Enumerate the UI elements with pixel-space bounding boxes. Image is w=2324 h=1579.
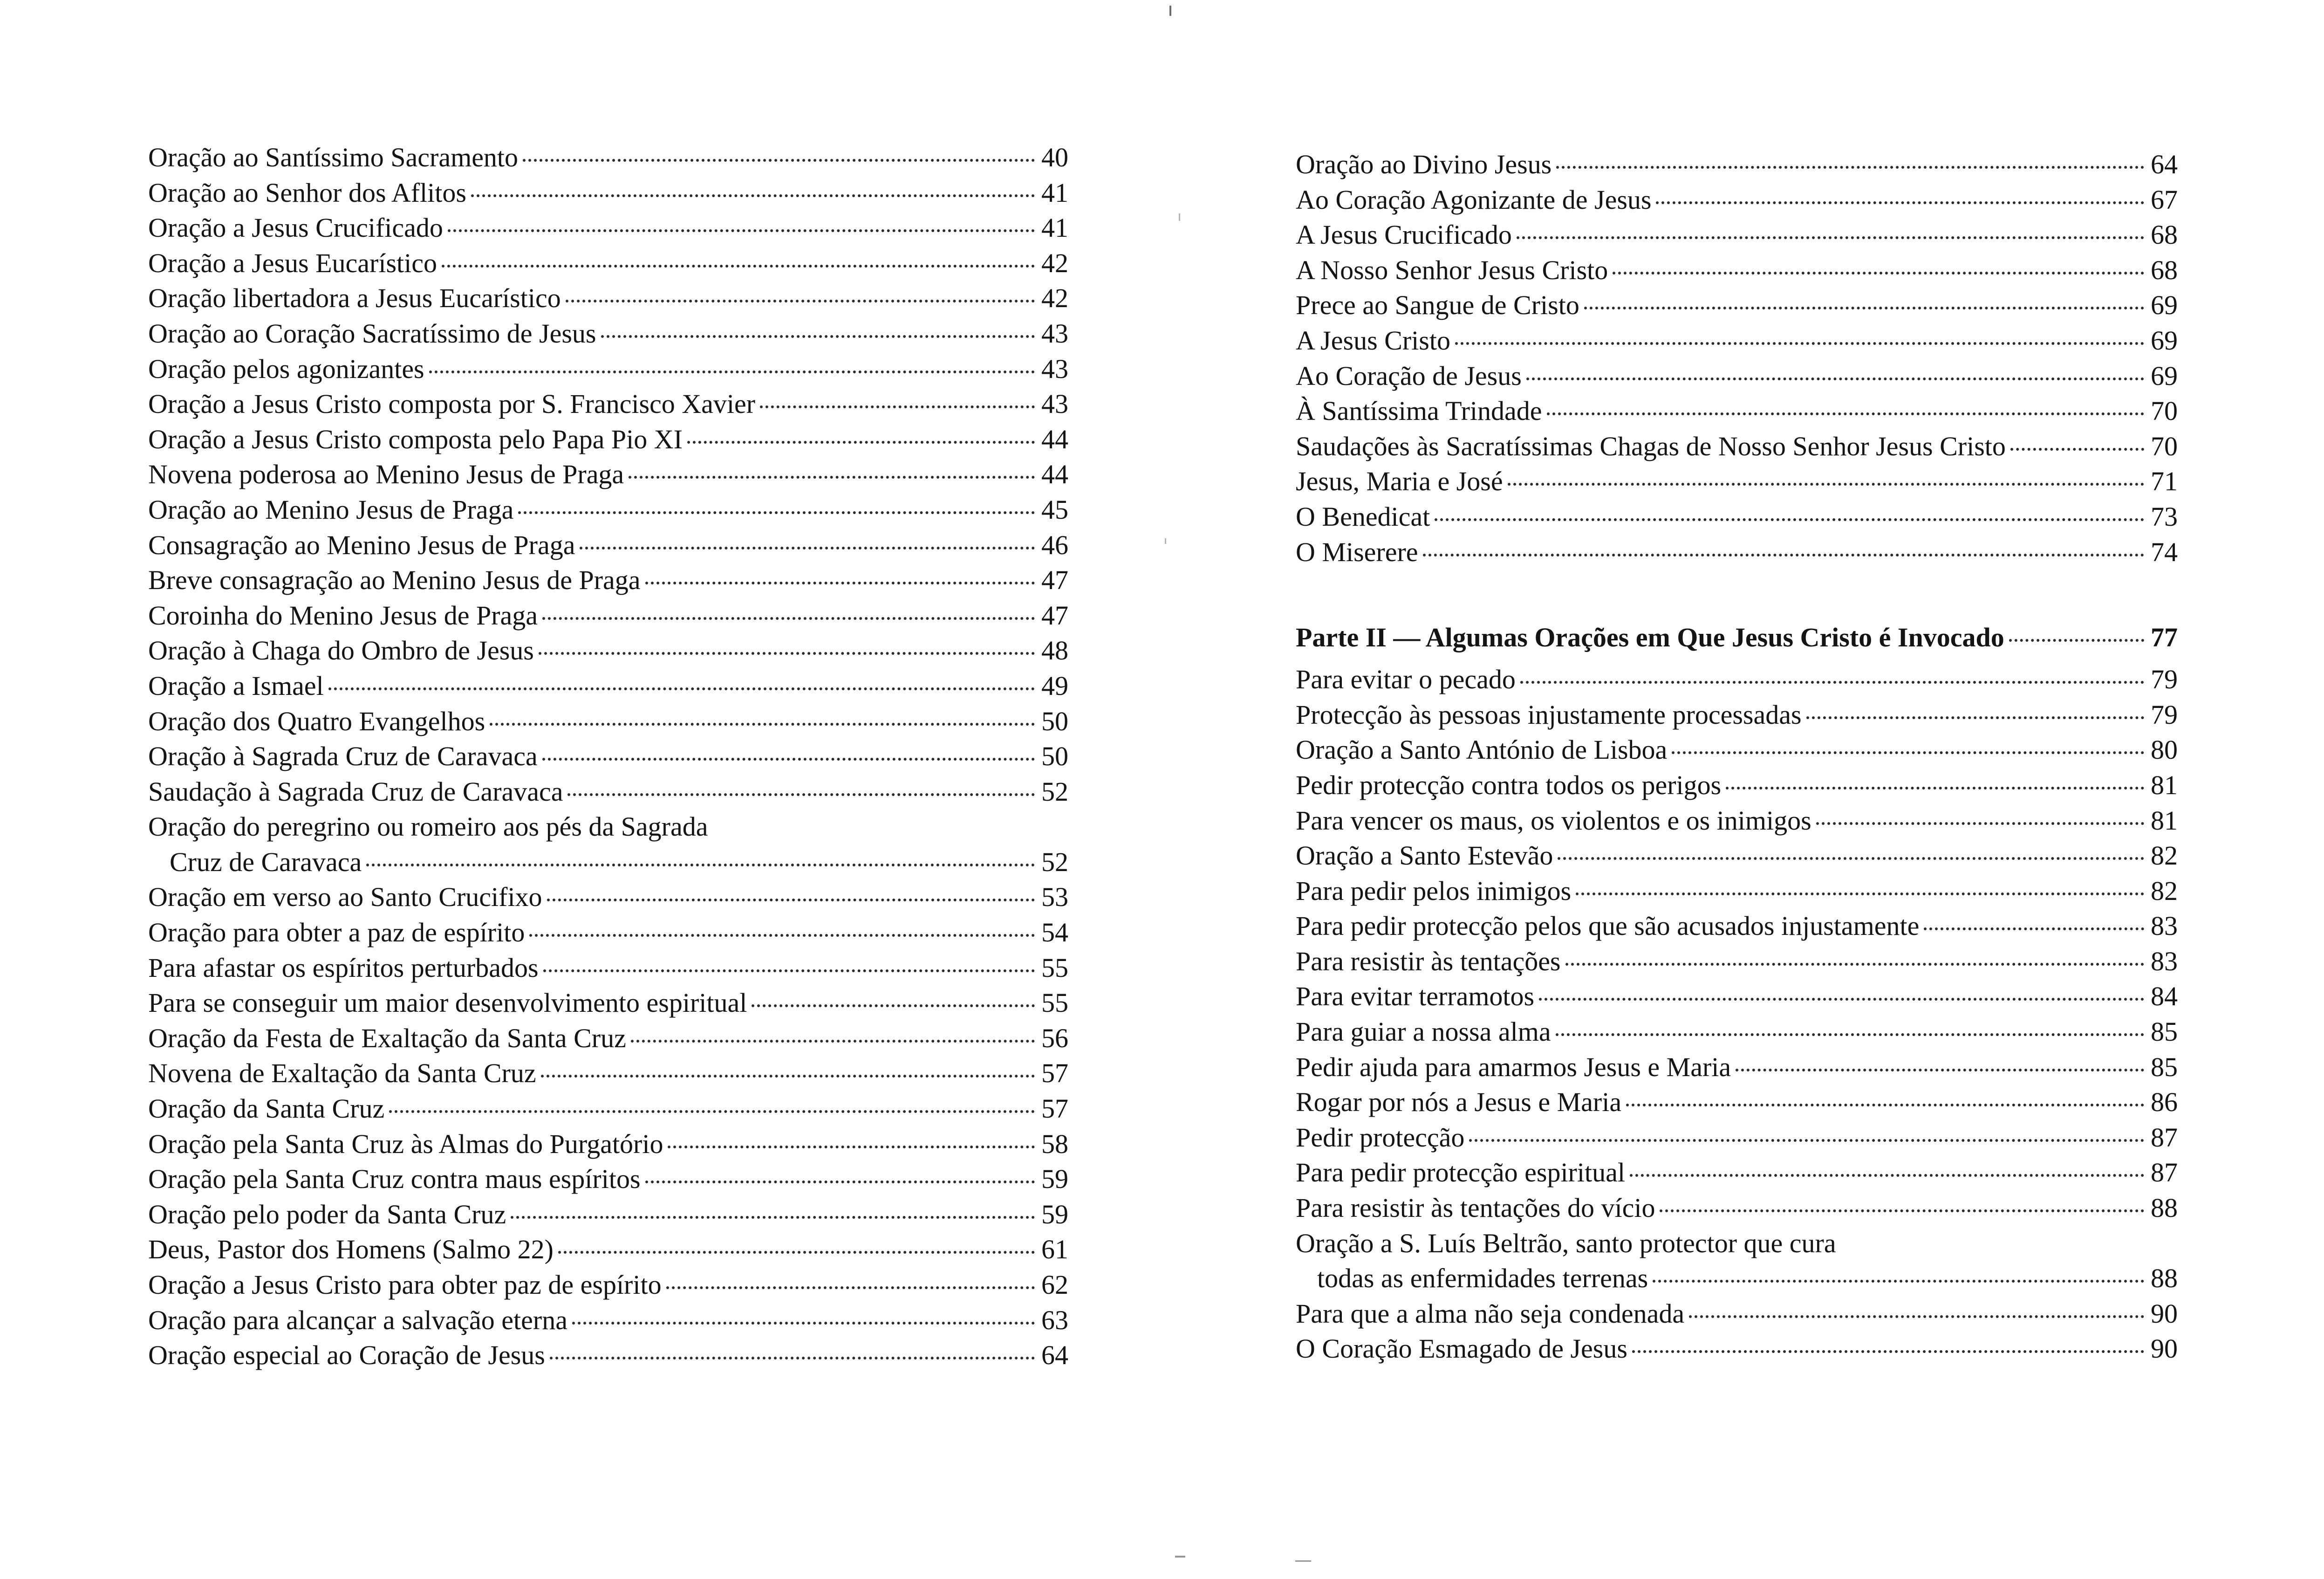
toc-page-number: 52: [1041, 776, 1068, 807]
scan-speck: [1179, 213, 1180, 221]
toc-page-number: 47: [1041, 600, 1068, 631]
dot-leader: [580, 547, 1035, 549]
dot-leader: [1653, 1280, 2144, 1283]
dot-leader: [389, 1110, 1035, 1113]
toc-page-number: 82: [2151, 840, 2178, 871]
toc-entry-title: Oração pela Santa Cruz contra maus espíritos: [148, 1164, 641, 1195]
toc-entry-title: O Miserere: [1296, 536, 1418, 567]
dot-leader: [550, 1357, 1035, 1359]
toc-entry: [148, 598, 1068, 633]
dot-leader: [1556, 166, 2144, 169]
toc-page-number: 90: [2151, 1298, 2178, 1329]
toc-entry: [148, 563, 1068, 598]
toc-entry: [148, 1338, 1068, 1373]
toc-entry: [1296, 535, 2178, 570]
toc-entry-title: Oração para alcançar a salvação eterna: [148, 1304, 567, 1335]
toc-page-number: 57: [1041, 1093, 1068, 1124]
toc-entry-title: Oração pelos agonizantes: [148, 353, 424, 384]
dot-leader: [1626, 1104, 2144, 1106]
toc-entry: [148, 915, 1068, 950]
dot-leader: [1526, 378, 2144, 380]
dot-leader: [601, 335, 1035, 338]
toc-entry: [148, 1126, 1068, 1162]
toc-entry-title: Oração a Ismael: [148, 670, 324, 701]
toc-page-number: 55: [1041, 988, 1068, 1018]
toc-entry-title: Oração a S. Luís Beltrão, santo protector que cura: [1296, 1228, 1836, 1258]
dot-leader: [518, 511, 1035, 514]
toc-entry: [1296, 873, 2178, 909]
toc-entry: [1296, 464, 2178, 499]
dot-leader: [566, 300, 1035, 302]
toc-entry-title: Para pedir pelos inimigos: [1296, 875, 1572, 906]
toc-entry-title: Para que a alma não seja condenada: [1296, 1298, 1685, 1329]
toc-entry: [148, 774, 1068, 810]
toc-entry: [148, 704, 1068, 739]
toc-page-number: 80: [2151, 735, 2178, 765]
dot-leader: [1508, 483, 2144, 486]
toc-entry: [1296, 803, 2178, 838]
toc-page-number: 70: [2151, 396, 2178, 426]
dot-leader: [631, 1040, 1035, 1043]
toc-page-number: 42: [1041, 247, 1068, 278]
toc-page-number: 73: [2151, 501, 2178, 532]
toc-entry-title: Oração para obter a paz de espírito: [148, 917, 525, 948]
scan-speck: [1295, 1560, 1311, 1562]
toc-entry-title: Oração à Chaga do Ombro de Jesus: [148, 635, 534, 666]
dot-leader: [1816, 822, 2144, 825]
toc-entry: [148, 1197, 1068, 1232]
dot-leader: [1924, 927, 2144, 930]
left-toc-list: [148, 140, 1068, 1373]
dot-leader: [1660, 1209, 2144, 1212]
toc-entry: [148, 879, 1068, 915]
toc-entry-title: Oração ao Santíssimo Sacramento: [148, 142, 519, 172]
toc-entry-title: Saudações às Sacratíssimas Chagas de Nosso Senhor Jesus Cristo: [1296, 431, 2006, 461]
toc-entry-title: Oração do peregrino ou romeiro aos pés da Sagrada: [148, 811, 708, 842]
dot-leader: [1689, 1315, 2144, 1318]
toc-page-number: 56: [1041, 1023, 1068, 1053]
toc-entry-title: Oração da Festa de Exaltação da Santa Cruz: [148, 1023, 626, 1053]
dot-leader: [523, 159, 1035, 162]
toc-page-number: 41: [1041, 213, 1068, 243]
toc-entry-title: Oração a Jesus Eucarístico: [148, 247, 437, 278]
dot-leader: [1736, 1069, 2144, 1071]
dot-leader: [547, 899, 1035, 901]
toc-page-number: 83: [2151, 911, 2178, 941]
toc-page-number: 83: [2151, 946, 2178, 976]
toc-entry-title: Para resistir às tentações: [1296, 946, 1561, 976]
toc-entry: [148, 175, 1068, 211]
toc-page-number: 63: [1041, 1304, 1068, 1335]
dot-leader: [1517, 236, 2144, 239]
toc-entry-title: A Jesus Cristo: [1296, 325, 1450, 356]
dot-leader: [366, 864, 1035, 866]
toc-page-number: 84: [2151, 981, 2178, 1012]
dot-leader: [448, 229, 1035, 232]
toc-entry: [148, 246, 1068, 281]
toc-page-number: 67: [2151, 184, 2178, 215]
toc-page-number: 81: [2151, 769, 2178, 800]
scan-speck: [1169, 6, 1171, 16]
dot-leader: [1423, 554, 2144, 556]
toc-page-number: 55: [1041, 952, 1068, 983]
toc-entry-title: Oração a Santo Estevão: [1296, 840, 1553, 871]
toc-entry: [148, 281, 1068, 316]
toc-entry-title: Protecção às pessoas injustamente processadas: [1296, 699, 1802, 730]
toc-entry-title: Deus, Pastor dos Homens (Salmo 22): [148, 1234, 554, 1265]
toc-entry-continuation-line: [1296, 1261, 2178, 1296]
toc-entry: [1296, 358, 2178, 394]
dot-leader: [1630, 1174, 2144, 1177]
toc-entry-title: Oração dos Quatro Evangelhos: [148, 706, 485, 736]
toc-entry: [1296, 147, 2178, 182]
toc-entry-title: Ao Coração de Jesus: [1296, 360, 1522, 391]
toc-entry: [148, 210, 1068, 246]
toc-page-number: 59: [1041, 1164, 1068, 1195]
toc-entry: [1296, 1331, 2178, 1366]
toc-entry: [148, 386, 1068, 422]
toc-page-number: 53: [1041, 882, 1068, 913]
toc-entry: [1296, 768, 2178, 803]
toc-page-number: 69: [2151, 325, 2178, 356]
toc-page-number: 40: [1041, 142, 1068, 172]
dot-leader: [2009, 639, 2144, 642]
toc-page-number: 59: [1041, 1199, 1068, 1229]
toc-entry: [148, 492, 1068, 528]
toc-entry-title: Oração em verso ao Santo Crucifixo: [148, 882, 542, 913]
toc-entry: [1296, 253, 2178, 288]
toc-entry-title: Oração ao Senhor dos Aflitos: [148, 177, 466, 208]
toc-entry-continuation: todas as enfermidades terrenas: [1317, 1263, 1648, 1294]
toc-page-number: 54: [1041, 917, 1068, 948]
toc-entry-title: Para afastar os espíritos perturbados: [148, 952, 539, 983]
toc-page-number: 58: [1041, 1128, 1068, 1159]
toc-page-number: 50: [1041, 741, 1068, 772]
dot-leader: [1469, 1139, 2144, 1142]
toc-page-number: 42: [1041, 283, 1068, 314]
scan-speck: [1175, 1556, 1185, 1558]
toc-page-number: 77: [2151, 622, 2178, 653]
toc-page-number: 61: [1041, 1234, 1068, 1265]
toc-page-number: 68: [2151, 220, 2178, 250]
toc-entry-title: Oração a Jesus Cristo composta por S. Francisco Xavier: [148, 389, 756, 419]
toc-entry: [148, 457, 1068, 492]
toc-page-number: 41: [1041, 177, 1068, 208]
toc-entry: [1296, 944, 2178, 979]
toc-entry: [1296, 908, 2178, 944]
toc-page-number: 70: [2151, 431, 2178, 461]
dot-leader: [1455, 342, 2144, 345]
toc-entry: [1296, 429, 2178, 464]
toc-page-number: 48: [1041, 635, 1068, 666]
toc-entry: [1296, 979, 2178, 1014]
toc-entry-title: Jesus, Maria e José: [1296, 466, 1503, 497]
toc-page-number: 64: [2151, 149, 2178, 179]
dot-leader: [645, 582, 1035, 584]
part-heading-title: Parte II — Algumas Orações em Que Jesus Cristo é Invocado: [1296, 622, 2004, 653]
toc-entry-title: Para vencer os maus, os violentos e os inimigos: [1296, 805, 1811, 836]
toc-page-number: 85: [2151, 1051, 2178, 1082]
toc-entry-title: O Benedicat: [1296, 501, 1430, 532]
toc-entry: [1296, 288, 2178, 323]
dot-leader: [1656, 201, 2144, 204]
dot-leader: [1556, 1033, 2144, 1036]
toc-entry-title: A Nosso Senhor Jesus Cristo: [1296, 254, 1608, 285]
toc-page-number: 52: [1041, 846, 1068, 877]
dot-leader: [666, 1286, 1035, 1289]
toc-entry: [148, 422, 1068, 457]
toc-entry-title: Oração pela Santa Cruz às Almas do Purgatório: [148, 1128, 663, 1159]
dot-leader: [1539, 998, 2144, 1001]
toc-entry-title: Oração ao Menino Jesus de Praga: [148, 494, 514, 525]
toc-entry-title: Para pedir protecção espiritual: [1296, 1157, 1625, 1188]
toc-entry: [148, 1161, 1068, 1197]
toc-page-number: 71: [2151, 466, 2178, 497]
toc-page-number: 44: [1041, 459, 1068, 490]
toc-entry: [1296, 838, 2178, 873]
dot-leader: [511, 1216, 1035, 1219]
toc-page-number: 69: [2151, 360, 2178, 391]
toc-entry: [148, 633, 1068, 668]
toc-page-number: 88: [2151, 1193, 2178, 1223]
toc-entry: [148, 1056, 1068, 1091]
toc-entry: [148, 739, 1068, 774]
toc-entry-title: À Santíssima Trindade: [1296, 396, 1542, 426]
toc-page-number: 68: [2151, 254, 2178, 285]
toc-page-number: 87: [2151, 1122, 2178, 1153]
toc-page-number: 49: [1041, 670, 1068, 701]
toc-entry: [148, 316, 1068, 351]
toc-page-number: 47: [1041, 565, 1068, 596]
toc-entry-title: Para resistir às tentações do vício: [1296, 1193, 1655, 1223]
dot-leader: [1584, 307, 2144, 309]
dot-leader: [471, 194, 1035, 197]
toc-entry: [148, 140, 1068, 175]
toc-page-number: 82: [2151, 875, 2178, 906]
toc-entry-title: Pedir protecção contra todos os perigos: [1296, 769, 1722, 800]
toc-entry: [1296, 182, 2178, 218]
toc-page-number: 45: [1041, 494, 1068, 525]
toc-entry: [1296, 1155, 2178, 1190]
toc-page-number: 43: [1041, 389, 1068, 419]
dot-leader: [429, 371, 1035, 373]
dot-leader: [542, 758, 1035, 761]
toc-entry-continuation: Cruz de Caravaca: [170, 846, 362, 877]
toc-page-number: 69: [2151, 290, 2178, 321]
toc-entry: [1296, 732, 2178, 768]
toc-entry: [148, 1267, 1068, 1303]
part-heading: [1296, 616, 2178, 659]
toc-entry-title: Para se conseguir um maior desenvolvimento espiritual: [148, 988, 747, 1018]
dot-leader: [760, 405, 1035, 408]
toc-page-number: 43: [1041, 353, 1068, 384]
toc-page-number: 50: [1041, 706, 1068, 736]
dot-leader: [1435, 518, 2144, 521]
right-page: [1162, 0, 2324, 1579]
toc-page-number: 79: [2151, 664, 2178, 695]
toc-entry-title: Oração pelo poder da Santa Cruz: [148, 1199, 506, 1229]
toc-entry-title: Pedir protecção: [1296, 1122, 1465, 1153]
dot-leader: [752, 1004, 1035, 1007]
toc-entry-title: O Coração Esmagado de Jesus: [1296, 1333, 1627, 1364]
toc-page-number: 64: [1041, 1340, 1068, 1371]
toc-page-number: 81: [2151, 805, 2178, 836]
toc-entry: [148, 1091, 1068, 1126]
dot-leader: [558, 1251, 1035, 1254]
dot-leader: [567, 793, 1035, 796]
dot-leader: [541, 1075, 1035, 1078]
dot-leader: [1632, 1350, 2144, 1353]
toc-entry-title: Oração especial ao Coração de Jesus: [148, 1340, 545, 1371]
toc-entry-title: Ao Coração Agonizante de Jesus: [1296, 184, 1652, 215]
toc-entry-title: Oração a Jesus Crucificado: [148, 213, 443, 243]
toc-entry-title: Oração ao Divino Jesus: [1296, 149, 1552, 179]
dot-leader: [687, 441, 1035, 444]
scan-speck: [1165, 538, 1166, 544]
dot-leader: [1613, 272, 2144, 275]
toc-entry: [1296, 1014, 2178, 1050]
toc-entry-wrapped: [1296, 1226, 2178, 1296]
toc-page-number: 87: [2151, 1157, 2178, 1188]
toc-entry: [148, 1021, 1068, 1056]
dot-leader: [542, 617, 1035, 620]
toc-entry-continuation-line: [148, 844, 1068, 880]
toc-page-number: 88: [2151, 1263, 2178, 1294]
toc-page-number: 85: [2151, 1016, 2178, 1047]
toc-page-number: 44: [1041, 424, 1068, 454]
dot-leader: [1672, 751, 2144, 754]
toc-entry-title: Saudação à Sagrada Cruz de Caravaca: [148, 776, 563, 807]
toc-entry: [1296, 217, 2178, 253]
toc-page-number: 79: [2151, 699, 2178, 730]
toc-entry-title: Prece ao Sangue de Cristo: [1296, 290, 1579, 321]
toc-entry-title: Para evitar o pecado: [1296, 664, 1516, 695]
toc-entry-title: Oração da Santa Cruz: [148, 1093, 385, 1124]
dot-leader: [1565, 963, 2144, 966]
toc-entry: [1296, 1296, 2178, 1332]
toc-entry-wrapped: [148, 809, 1068, 879]
toc-entry: [148, 985, 1068, 1021]
toc-entry-title: Novena de Exaltação da Santa Cruz: [148, 1058, 536, 1089]
toc-entry: [1296, 393, 2178, 429]
toc-page-number: 57: [1041, 1058, 1068, 1089]
toc-entry: [148, 528, 1068, 563]
toc-entry-title: Breve consagração ao Menino Jesus de Praga: [148, 565, 641, 596]
toc-page-number: 90: [2151, 1333, 2178, 1364]
dot-leader: [572, 1322, 1035, 1325]
toc-page-number: 74: [2151, 536, 2178, 567]
toc-entry-title: A Jesus Crucificado: [1296, 220, 1512, 250]
toc-entry: [1296, 662, 2178, 697]
right-toc-list: [1296, 147, 2178, 1366]
toc-entry: [1296, 1190, 2178, 1226]
toc-entry-title: Oração ao Coração Sacratíssimo de Jesus: [148, 318, 596, 349]
toc-entry: [1296, 1050, 2178, 1085]
toc-entry-title: Consagração ao Menino Jesus de Praga: [148, 529, 575, 560]
toc-page-number: 43: [1041, 318, 1068, 349]
toc-entry-title: Pedir ajuda para amarmos Jesus e Maria: [1296, 1051, 1731, 1082]
section-spacer: [1296, 570, 2178, 616]
toc-entry: [148, 668, 1068, 704]
toc-entry-title: Coroinha do Menino Jesus de Praga: [148, 600, 538, 631]
toc-entry: [148, 1232, 1068, 1267]
dot-leader: [490, 723, 1035, 726]
toc-entry: [1296, 323, 2178, 358]
toc-entry-title: Oração a Santo António de Lisboa: [1296, 735, 1668, 765]
dot-leader: [1558, 857, 2144, 860]
toc-entry: [1296, 499, 2178, 535]
dot-leader: [328, 687, 1035, 690]
dot-leader: [645, 1181, 1035, 1183]
dot-leader: [1576, 892, 2144, 895]
toc-entry: [148, 351, 1068, 387]
dot-leader: [1806, 716, 2144, 719]
toc-page-number: 86: [2151, 1087, 2178, 1118]
toc-entry: [148, 1303, 1068, 1338]
toc-entry-title: Para evitar terramotos: [1296, 981, 1535, 1012]
toc-entry: [1296, 697, 2178, 733]
toc-page-number: 62: [1041, 1270, 1068, 1300]
toc-entry: [1296, 1085, 2178, 1120]
toc-entry-title: Novena poderosa ao Menino Jesus de Praga: [148, 459, 624, 490]
dot-leader: [442, 265, 1035, 268]
toc-page-number: 46: [1041, 529, 1068, 560]
toc-entry-title: Oração à Sagrada Cruz de Caravaca: [148, 741, 538, 772]
dot-leader: [539, 652, 1035, 655]
dot-leader: [1726, 787, 2144, 790]
toc-entry: [1296, 1120, 2178, 1155]
toc-entry-title: Para pedir protecção pelos que são acusados injustamente: [1296, 911, 1920, 941]
toc-entry-title: Rogar por nós a Jesus e Maria: [1296, 1087, 1622, 1118]
toc-entry: [148, 950, 1068, 986]
toc-entry-title: Oração a Jesus Cristo para obter paz de espírito: [148, 1270, 662, 1300]
dot-leader: [1547, 412, 2145, 415]
toc-entry-title: Oração a Jesus Cristo composta pelo Papa Pio XI: [148, 424, 683, 454]
toc-entry-title: Oração libertadora a Jesus Eucarístico: [148, 283, 561, 314]
dot-leader: [2010, 448, 2144, 451]
dot-leader: [1520, 681, 2144, 684]
dot-leader: [529, 934, 1035, 937]
dot-leader: [629, 476, 1035, 479]
dot-leader: [543, 969, 1035, 972]
toc-entry-title: Para guiar a nossa alma: [1296, 1016, 1551, 1047]
dot-leader: [668, 1146, 1035, 1148]
